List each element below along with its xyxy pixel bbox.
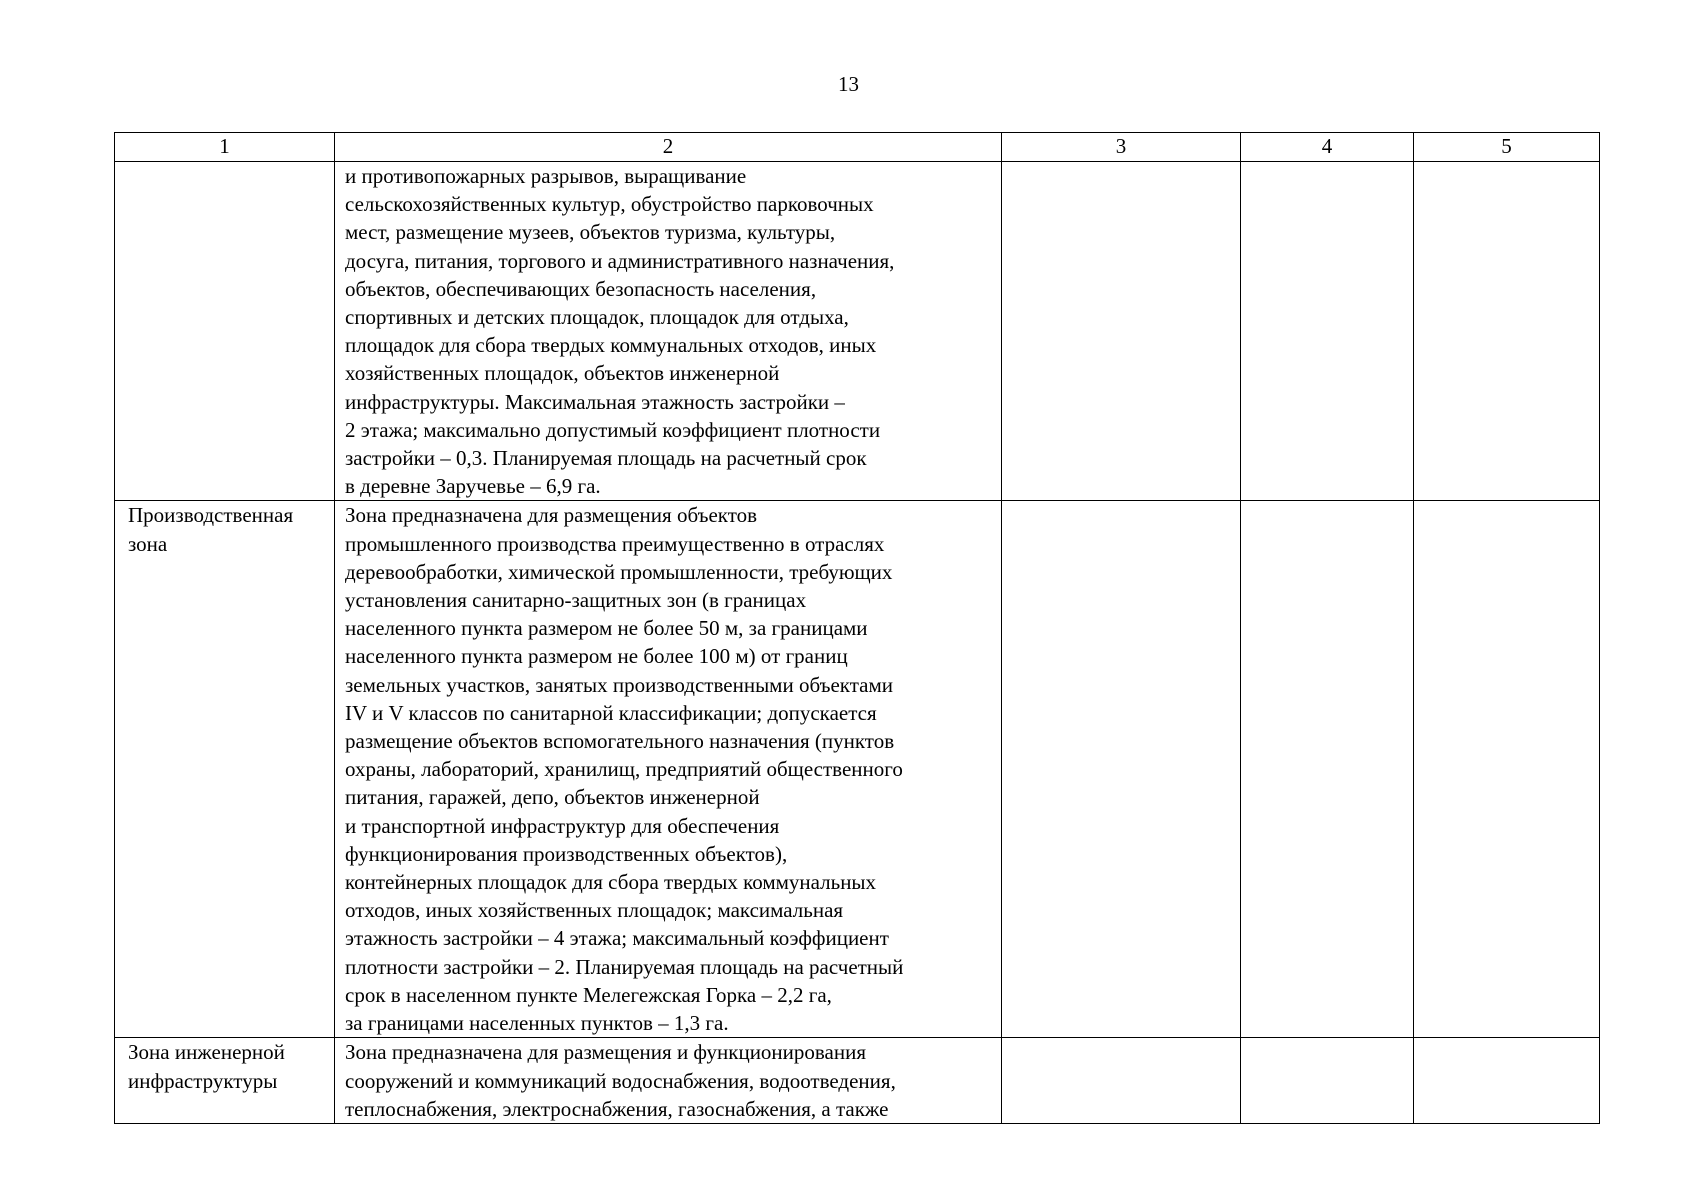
column-5-cell <box>1414 162 1600 501</box>
zone-name: Зона инженерной инфраструктуры <box>128 1040 285 1093</box>
zone-description: Зона предназначена для размещения объектов промышленного производства преимущественно в отраслях деревообработки, химической промышленности, требующих установления санитарно-защитных зон (в границах населенного пункта размером не более 50 м, за границами населенного пункта размером не более 100 м) от границ земельных участков, занятых производственными объектами IV и V классов по санитарной классификации; допускается размещение объектов вспомогательного назначения (пунктов охраны, лабораторий, хранилищ, предприятий общественного питания, гаражей, депо, объектов инженерной и транспортной инфраструктур для обеспечения функционирования производственных объектов), контейнерных площадок для сбора твердых коммунальных отходов, иных хозяйственных площадок; максимальная этажность застройки – 4 этажа; максимальный коэффициент плотности застройки – 2. Планируемая площадь на расчетный срок в населенном пункте Мелегежская Горка – 2,2 га, за границами населенных пунктов – 1,3 га. <box>345 503 904 1036</box>
column-4-cell <box>1241 501 1414 1038</box>
table-header-row <box>115 133 1600 162</box>
zone-name: Производственная зона <box>128 503 294 556</box>
page-number: 13 <box>838 72 859 96</box>
column-5-cell <box>1414 501 1600 1038</box>
column-header-2: 2 <box>335 133 1002 162</box>
column-header-5: 5 <box>1414 133 1600 162</box>
zones-table <box>114 132 1600 1124</box>
table-row <box>115 1038 1600 1124</box>
zone-description-cell <box>335 501 1002 1038</box>
zone-name-cell <box>115 1038 335 1124</box>
zone-description: Зона предназначена для размещения и функционирования сооружений и коммуникаций водоснабжения, водоотведения, теплоснабжения, электроснабжения, газоснабжения, а также <box>345 1040 896 1121</box>
column-header-3: 3 <box>1002 133 1241 162</box>
zone-description-cell <box>335 162 1002 501</box>
column-4-cell <box>1241 162 1414 501</box>
table-row <box>115 162 1600 501</box>
column-4-cell <box>1241 1038 1414 1124</box>
zone-description-cell <box>335 1038 1002 1124</box>
column-header-1: 1 <box>115 133 335 162</box>
column-3-cell <box>1002 501 1241 1038</box>
zone-name-cell <box>115 501 335 1038</box>
column-5-cell <box>1414 1038 1600 1124</box>
zone-description: и противопожарных разрывов, выращивание сельскохозяйственных культур, обустройство парковочных мест, размещение музеев, объектов туризма, культуры, досуга, питания, торгового и административного назначения, объектов, обеспечивающих безопасность населения, спортивных и детских площадок, площадок для отдыха, площадок для сбора твердых коммунальных отходов, иных хозяйственных площадок, объектов инженерной инфраструктуры. Максимальная этажность застройки – 2 этажа; максимально допустимый коэффициент плотности застройки – 0,3. Планируемая площадь на расчетный срок в деревне Заручевье – 6,9 га. <box>345 164 895 499</box>
zone-name-cell <box>115 162 335 501</box>
column-3-cell <box>1002 162 1241 501</box>
column-3-cell <box>1002 1038 1241 1124</box>
column-header-4: 4 <box>1241 133 1414 162</box>
table-row <box>115 501 1600 1038</box>
